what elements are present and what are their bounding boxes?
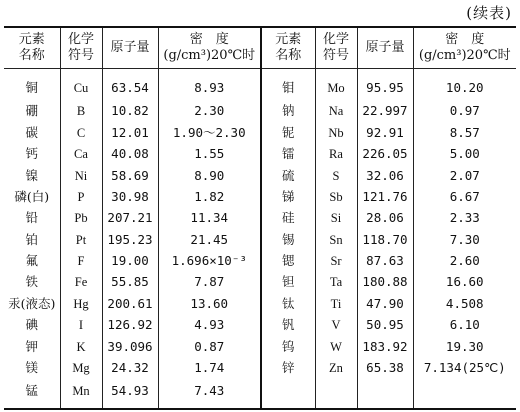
cell-density: 6.10 [413, 315, 516, 336]
cell-density: 8.57 [413, 122, 516, 143]
cell-symbol: Ra [315, 144, 357, 165]
cell-symbol: Mg [60, 358, 102, 379]
cell-mass: 200.61 [102, 293, 158, 314]
cell-mass: 47.90 [357, 293, 413, 314]
cell-name: 锰 [4, 379, 60, 409]
cell-symbol: Na [315, 101, 357, 122]
cell-symbol: Pt [60, 229, 102, 250]
table-row [4, 229, 516, 250]
cell-name: 钽 [261, 272, 315, 293]
cell-mass: 50.95 [357, 315, 413, 336]
cell-mass [357, 379, 413, 409]
cell-mass: 95.95 [357, 69, 413, 102]
cell-name: 铜 [4, 69, 60, 102]
cell-name [261, 379, 315, 409]
cell-density: 1.82 [158, 187, 261, 208]
table-row [4, 272, 516, 293]
cell-name: 碳 [4, 122, 60, 143]
cell-density: 4.93 [158, 315, 261, 336]
table-row [4, 187, 516, 208]
cell-symbol: Sb [315, 187, 357, 208]
cell-density: 7.134(25℃) [413, 358, 516, 379]
cell-density: 5.00 [413, 144, 516, 165]
table-row [4, 101, 516, 122]
cell-mass: 55.85 [102, 272, 158, 293]
cell-name: 铂 [4, 229, 60, 250]
cell-density: 2.30 [158, 101, 261, 122]
cell-name: 锌 [261, 358, 315, 379]
cell-mass: 118.70 [357, 229, 413, 250]
cell-symbol: C [60, 122, 102, 143]
continued-label: (续表) [466, 4, 512, 22]
header-name: 元素 名称 [4, 27, 60, 69]
cell-density: 1.696×10⁻³ [158, 251, 261, 272]
cell-density: 1.74 [158, 358, 261, 379]
cell-symbol: Cu [60, 69, 102, 102]
header-name: 元素 名称 [261, 27, 315, 69]
cell-name: 碘 [4, 315, 60, 336]
cell-density: 8.93 [158, 69, 261, 102]
cell-name: 磷(白) [4, 187, 60, 208]
cell-symbol: Hg [60, 293, 102, 314]
cell-symbol: Mn [60, 379, 102, 409]
cell-name: 氟 [4, 251, 60, 272]
table-row [4, 251, 516, 272]
cell-density: 0.87 [158, 336, 261, 357]
cell-mass: 22.997 [357, 101, 413, 122]
cell-density: 7.87 [158, 272, 261, 293]
cell-mass: 28.06 [357, 208, 413, 229]
cell-name: 硅 [261, 208, 315, 229]
cell-name: 钼 [261, 69, 315, 102]
cell-density: 7.43 [158, 379, 261, 409]
cell-symbol: Mo [315, 69, 357, 102]
cell-name: 铁 [4, 272, 60, 293]
cell-density: 2.33 [413, 208, 516, 229]
cell-mass: 207.21 [102, 208, 158, 229]
cell-density: 1.55 [158, 144, 261, 165]
cell-density: 11.34 [158, 208, 261, 229]
header-density: 密 度 (g/cm³)20℃时 [158, 27, 261, 69]
cell-name: 钛 [261, 293, 315, 314]
cell-mass: 226.05 [357, 144, 413, 165]
cell-density [413, 379, 516, 409]
cell-symbol: Ta [315, 272, 357, 293]
cell-mass: 58.69 [102, 165, 158, 186]
cell-density: 4.508 [413, 293, 516, 314]
cell-symbol: Zn [315, 358, 357, 379]
cell-name: 钨 [261, 336, 315, 357]
header-mass: 原子量 [357, 27, 413, 69]
table-row [4, 144, 516, 165]
cell-mass: 10.82 [102, 101, 158, 122]
cell-symbol: V [315, 315, 357, 336]
cell-name: 钾 [4, 336, 60, 357]
cell-name: 铅 [4, 208, 60, 229]
cell-name: 镭 [261, 144, 315, 165]
cell-name: 锶 [261, 251, 315, 272]
cell-symbol: B [60, 101, 102, 122]
header-row [4, 27, 516, 69]
table-row [4, 122, 516, 143]
cell-density: 7.30 [413, 229, 516, 250]
cell-name: 镍 [4, 165, 60, 186]
cell-name: 锑 [261, 187, 315, 208]
cell-mass: 40.08 [102, 144, 158, 165]
cell-symbol: Nb [315, 122, 357, 143]
cell-name: 硼 [4, 101, 60, 122]
cell-symbol: S [315, 165, 357, 186]
cell-mass: 92.91 [357, 122, 413, 143]
cell-name: 锡 [261, 229, 315, 250]
table-row [4, 208, 516, 229]
header-symbol: 化学 符号 [315, 27, 357, 69]
cell-symbol: Ni [60, 165, 102, 186]
cell-name: 汞(液态) [4, 293, 60, 314]
cell-density: 19.30 [413, 336, 516, 357]
cell-mass: 32.06 [357, 165, 413, 186]
table-body [4, 69, 516, 410]
table-row [4, 379, 516, 409]
cell-symbol: K [60, 336, 102, 357]
cell-name: 钠 [261, 101, 315, 122]
table-row [4, 293, 516, 314]
cell-mass: 183.92 [357, 336, 413, 357]
cell-symbol [315, 379, 357, 409]
cell-mass: 12.01 [102, 122, 158, 143]
cell-mass: 30.98 [102, 187, 158, 208]
cell-symbol: Pb [60, 208, 102, 229]
cell-name: 钙 [4, 144, 60, 165]
cell-mass: 54.93 [102, 379, 158, 409]
cell-density: 2.07 [413, 165, 516, 186]
cell-mass: 65.38 [357, 358, 413, 379]
cell-symbol: Si [315, 208, 357, 229]
cell-symbol: Ca [60, 144, 102, 165]
table-row [4, 165, 516, 186]
cell-symbol: Ti [315, 293, 357, 314]
cell-name: 铌 [261, 122, 315, 143]
cell-symbol: W [315, 336, 357, 357]
cell-density: 10.20 [413, 69, 516, 102]
cell-mass: 39.096 [102, 336, 158, 357]
table-row [4, 315, 516, 336]
table-row [4, 358, 516, 379]
cell-name: 镁 [4, 358, 60, 379]
cell-mass: 126.92 [102, 315, 158, 336]
cell-mass: 195.23 [102, 229, 158, 250]
cell-density: 1.90～2.30 [158, 122, 261, 143]
cell-mass: 19.00 [102, 251, 158, 272]
cell-symbol: Fe [60, 272, 102, 293]
cell-density: 21.45 [158, 229, 261, 250]
header-symbol: 化学 符号 [60, 27, 102, 69]
cell-density: 8.90 [158, 165, 261, 186]
table-row [4, 336, 516, 357]
cell-symbol: Sn [315, 229, 357, 250]
cell-density: 0.97 [413, 101, 516, 122]
cell-density: 2.60 [413, 251, 516, 272]
cell-symbol: P [60, 187, 102, 208]
table-row [4, 69, 516, 102]
cell-density: 6.67 [413, 187, 516, 208]
header-mass: 原子量 [102, 27, 158, 69]
cell-name: 钒 [261, 315, 315, 336]
cell-mass: 24.32 [102, 358, 158, 379]
cell-name: 硫 [261, 165, 315, 186]
header-density: 密 度 (g/cm³)20℃时 [413, 27, 516, 69]
cell-mass: 63.54 [102, 69, 158, 102]
cell-mass: 180.88 [357, 272, 413, 293]
cell-density: 13.60 [158, 293, 261, 314]
cell-mass: 87.63 [357, 251, 413, 272]
element-density-table [4, 26, 516, 410]
cell-mass: 121.76 [357, 187, 413, 208]
cell-density: 16.60 [413, 272, 516, 293]
cell-symbol: F [60, 251, 102, 272]
cell-symbol: Sr [315, 251, 357, 272]
cell-symbol: I [60, 315, 102, 336]
